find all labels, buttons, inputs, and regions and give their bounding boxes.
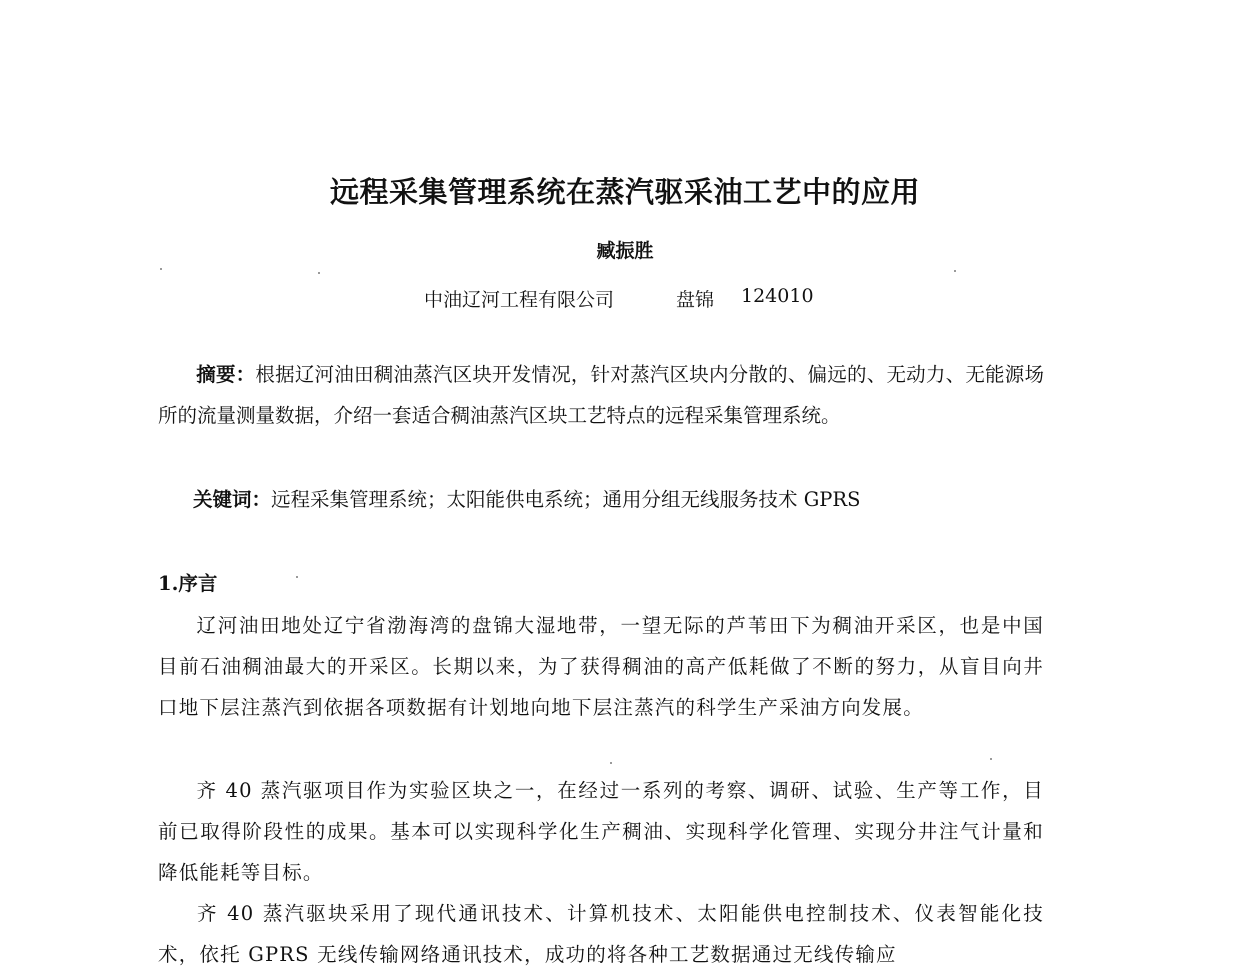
abstract-text: 根据辽河油田稠油蒸汽区块开发情况，针对蒸汽区块内分散的、偏远的、无动力、无能源场所的流量测量数据，介绍一套适合稠油蒸汽区块工艺特点的远程采集管理系统。 — [158, 363, 1044, 427]
affiliation-postcode: 124010 — [741, 285, 814, 307]
scan-speck — [318, 272, 320, 274]
paragraph-text: 辽河油田地处辽宁省渤海湾的盘锦大湿地带，一望无际的芦苇田下为稠油开采区，也是中国目前石油稠油最大的开采区。长期以来，为了获得稠油的高产低耗做了不断的努力，从盲目向井口地下层注蒸汽到依据各项数据有计划地向地下层注蒸汽的科学生产采油方向发展。 — [158, 614, 1044, 719]
scan-speck — [610, 762, 612, 764]
paragraph-1 — [158, 605, 1044, 728]
scan-speck — [990, 758, 992, 760]
affiliation-city: 盘锦 — [676, 289, 715, 311]
paragraph-text: 齐 40 蒸汽驱块采用了现代通讯技术、计算机技术、太阳能供电控制技术、仪表智能化技术，依托 GPRS 无线传输网络通讯技术，成功的将各种工艺数据通过无线传输应 — [158, 902, 1044, 966]
author-name: 臧振胜 — [596, 240, 654, 262]
scan-speck — [160, 268, 162, 270]
keywords-label: 关键词： — [193, 488, 272, 511]
paragraph-text: 齐 40 蒸汽驱项目作为实验区块之一，在经过一系列的考察、调研、试验、生产等工作，目前已取得阶段性的成果。基本可以实现科学化生产稠油、实现科学化管理、实现分井注气计量和降低能耗等目标。 — [158, 779, 1044, 884]
scan-speck — [296, 576, 298, 578]
abstract — [158, 354, 1044, 436]
scan-speck — [954, 270, 956, 272]
keywords-text: 远程采集管理系统；太阳能供电系统；通用分组无线服务技术 GPRS — [271, 488, 861, 511]
abstract-label: 摘要： — [196, 363, 256, 386]
paragraph-3 — [158, 893, 1044, 975]
keywords — [193, 484, 860, 512]
paragraph-2 — [158, 770, 1044, 893]
section-heading: 1.序言 — [158, 572, 218, 595]
affiliation-organization: 中油辽河工程有限公司 — [424, 289, 615, 311]
paper-title: 远程采集管理系统在蒸汽驱采油工艺中的应用 — [329, 175, 920, 209]
